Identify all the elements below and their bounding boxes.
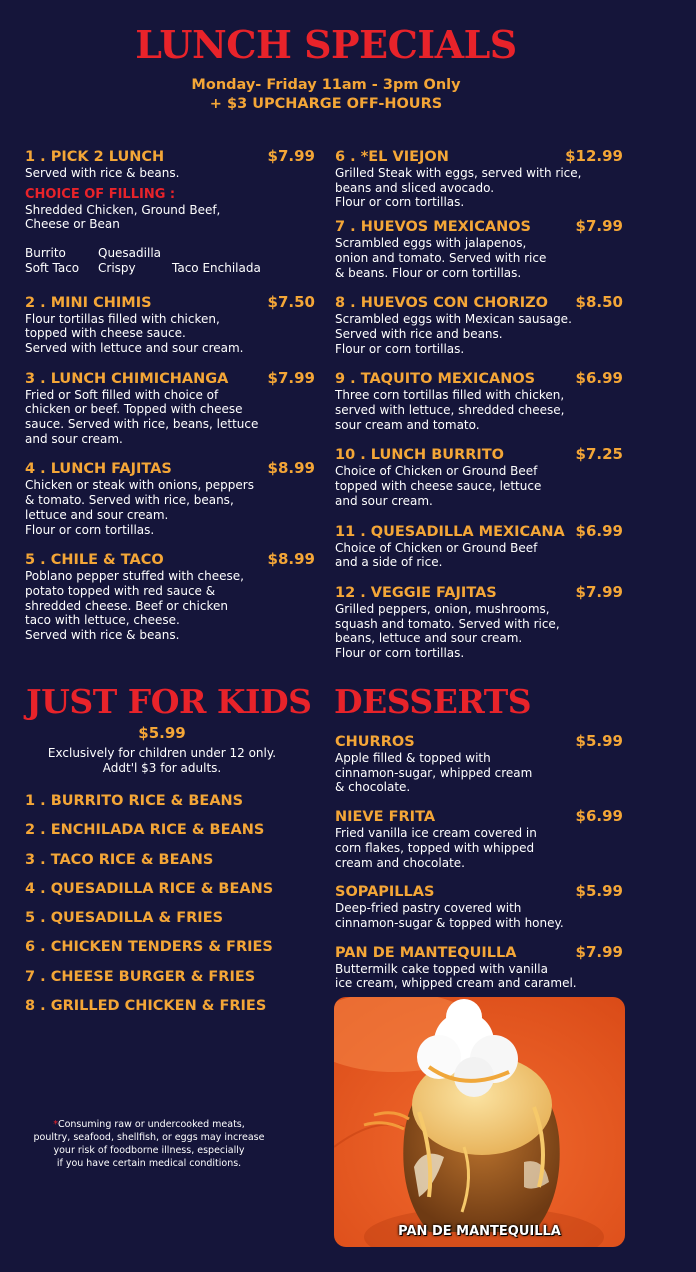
hours-text: Monday- Friday 11am - 3pm Only	[191, 77, 461, 93]
item-description: Scrambled eggs with Mexican sausage. Served with rice and beans. Flour or corn tortillas.	[335, 312, 572, 356]
item-name: 10 . LUNCH BURRITO	[335, 447, 505, 464]
kids-note: Exclusively for children under 12 only. Addt'l $3 for adults.	[47, 746, 277, 775]
menu-item	[25, 294, 315, 356]
item-price: $8.99	[267, 459, 315, 478]
item-name: 9 . TAQUITO MEXICANOS	[335, 371, 536, 388]
item-price: $7.25	[575, 445, 623, 464]
item-price: $7.99	[575, 942, 623, 961]
kids-item: 6 . CHICKEN TENDERS & FRIES	[25, 939, 273, 956]
item-name: CHURROS	[335, 734, 415, 750]
item-description: Choice of Chicken or Ground Beef topped with cheese sauce, lettuce and sour cream.	[335, 464, 542, 508]
item-description: Apple filled & topped with cinnamon-sugar, whipped cream & chocolate.	[335, 751, 533, 795]
menu-item	[335, 148, 623, 210]
dessert-item	[335, 808, 623, 870]
food-safety-disclaimer	[24, 1118, 274, 1170]
item-price: $7.99	[267, 147, 315, 165]
menu-item	[335, 584, 623, 661]
kids-section-title: JUST FOR KIDS	[26, 682, 312, 721]
choice-fillings: Shredded Chicken, Ground Beef, Cheese or Bean	[25, 202, 221, 232]
item-description: Grilled peppers, onion, mushrooms, squash and tomato. Served with rice, beans, lettuce and sour cream. Flour or corn tortillas.	[335, 601, 560, 661]
item-description: Flour tortillas filled with chicken, topped with cheese sauce. Served with lettuce and sour cream.	[25, 311, 244, 355]
item-description: Three corn tortillas filled with chicken, served with lettuce, shredded cheese, sour cream and tomato.	[335, 388, 565, 432]
kids-item: 3 . TACO RICE & BEANS	[25, 851, 214, 868]
item-price: $5.99	[575, 882, 623, 901]
menu-item	[335, 218, 623, 280]
menu-item	[25, 460, 315, 537]
item-description: Choice of Chicken or Ground Beef and a side of rice.	[335, 540, 538, 570]
item-name: 2 . MINI CHIMIS	[25, 294, 152, 311]
dessert-item	[335, 733, 623, 795]
item-name: 5 . CHILE & TACO	[25, 552, 164, 569]
kids-item: 8 . GRILLED CHICKEN & FRIES	[25, 998, 267, 1015]
kids-price: $5.99	[138, 724, 186, 742]
menu-item	[335, 294, 623, 356]
dessert-item	[335, 944, 623, 991]
item-name: 3 . LUNCH CHIMICHANGA	[25, 370, 229, 387]
menu-item	[335, 446, 623, 508]
item-name: 4 . LUNCH FAJITAS	[25, 461, 172, 478]
item-name: NIEVE FRITA	[335, 809, 436, 826]
kids-item: 1 . BURRITO RICE & BEANS	[25, 793, 244, 809]
disclaimer-text: Consuming raw or undercooked meats, poultry, seafood, shellfish, or eggs may increase your risk of foodborne illness, especially if you have certain medical conditions.	[33, 1119, 265, 1169]
item-price: $7.99	[267, 368, 315, 387]
choice-of-filling	[25, 187, 315, 276]
item-price: $7.50	[267, 292, 315, 311]
item-price: $7.99	[575, 582, 623, 601]
item-price: $5.99	[575, 732, 623, 750]
item-description: Served with rice & beans.	[25, 166, 180, 180]
dessert-illustration	[334, 997, 625, 1247]
item-price: $6.99	[575, 369, 623, 388]
kids-item: 7 . CHEESE BURGER & FRIES	[25, 968, 256, 985]
item-description: Chicken or steak with onions, peppers & tomato. Served with rice, beans, lettuce and sour cream. Flour or corn tortillas.	[25, 478, 254, 537]
disclaimer-asterisk: *	[53, 1119, 58, 1130]
item-name: 1 . PICK 2 LUNCH	[25, 149, 165, 165]
item-description: Scrambled eggs with jalapenos, onion and tomato. Served with rice & beans. Flour or corn tortillas.	[335, 236, 547, 280]
choice-style-col: Quesadilla Crispy	[98, 246, 162, 275]
kids-item: 4 . QUESADILLA RICE & BEANS	[25, 880, 274, 897]
item-price: $12.99	[565, 147, 623, 165]
kids-item: 5 . QUESADILLA & FRIES	[25, 910, 224, 927]
choice-label: CHOICE OF FILLING :	[25, 186, 176, 202]
item-price: $7.99	[575, 217, 623, 236]
item-name: PAN DE MANTEQUILLA	[335, 944, 517, 961]
choice-styles	[25, 246, 315, 275]
photo-caption: PAN DE MANTEQUILLA	[398, 1224, 561, 1239]
item-description: Fried or Soft filled with choice of chicken or beef. Topped with cheese sauce. Served with rice, beans, lettuce and sour cream.	[25, 387, 259, 446]
menu-item	[25, 370, 315, 447]
item-description: Grilled Steak with eggs, served with rice, beans and sliced avocado. Flour or corn tortillas.	[335, 166, 582, 210]
menu-item	[25, 551, 315, 643]
item-description: Fried vanilla ice cream covered in corn flakes, topped with whipped cream and chocolate.	[335, 826, 537, 870]
item-price: $8.50	[575, 293, 623, 312]
item-price: $6.99	[575, 807, 623, 826]
item-name: 12 . VEGGIE FAJITAS	[335, 584, 497, 601]
menu-item	[25, 148, 315, 181]
desserts-list	[335, 733, 623, 1005]
kids-menu-list	[25, 793, 315, 1027]
dessert-item	[335, 883, 623, 930]
item-name: 8 . HUEVOS CON CHORIZO	[335, 295, 548, 312]
lunch-column-right	[335, 148, 623, 675]
hours-banner	[0, 76, 652, 114]
choice-style-col: Taco Enchilada	[172, 260, 261, 275]
kids-item: 2 . ENCHILADA RICE & BEANS	[25, 822, 265, 839]
menu-item	[335, 523, 623, 570]
dessert-photo	[334, 997, 625, 1247]
item-name: SOPAPILLAS	[335, 884, 435, 901]
item-name: 6 . *EL VIEJON	[335, 149, 449, 165]
item-price: $8.99	[267, 550, 315, 569]
desserts-section-title: DESSERTS	[334, 682, 532, 721]
upcharge-text: + $3 UPCHARGE OFF-HOURS	[209, 96, 443, 112]
item-name: 11 . QUESADILLA MEXICANA	[335, 523, 565, 540]
item-description: Deep-fried pastry covered with cinnamon-sugar & topped with honey.	[335, 901, 564, 930]
item-description: Buttermilk cake topped with vanilla ice cream, whipped cream and caramel.	[335, 961, 577, 991]
page-title: LUNCH SPECIALS	[135, 22, 517, 67]
choice-style-col: Burrito Soft Taco	[25, 246, 80, 275]
lunch-column-left	[25, 148, 315, 657]
item-name: 7 . HUEVOS MEXICANOS	[335, 219, 531, 236]
menu-item	[335, 370, 623, 432]
item-price: $6.99	[575, 521, 623, 540]
item-description: Poblano pepper stuffed with cheese, potato topped with red sauce & shredded cheese. Beef or chicken taco with lettuce, cheese. Served with rice & beans.	[25, 569, 244, 643]
